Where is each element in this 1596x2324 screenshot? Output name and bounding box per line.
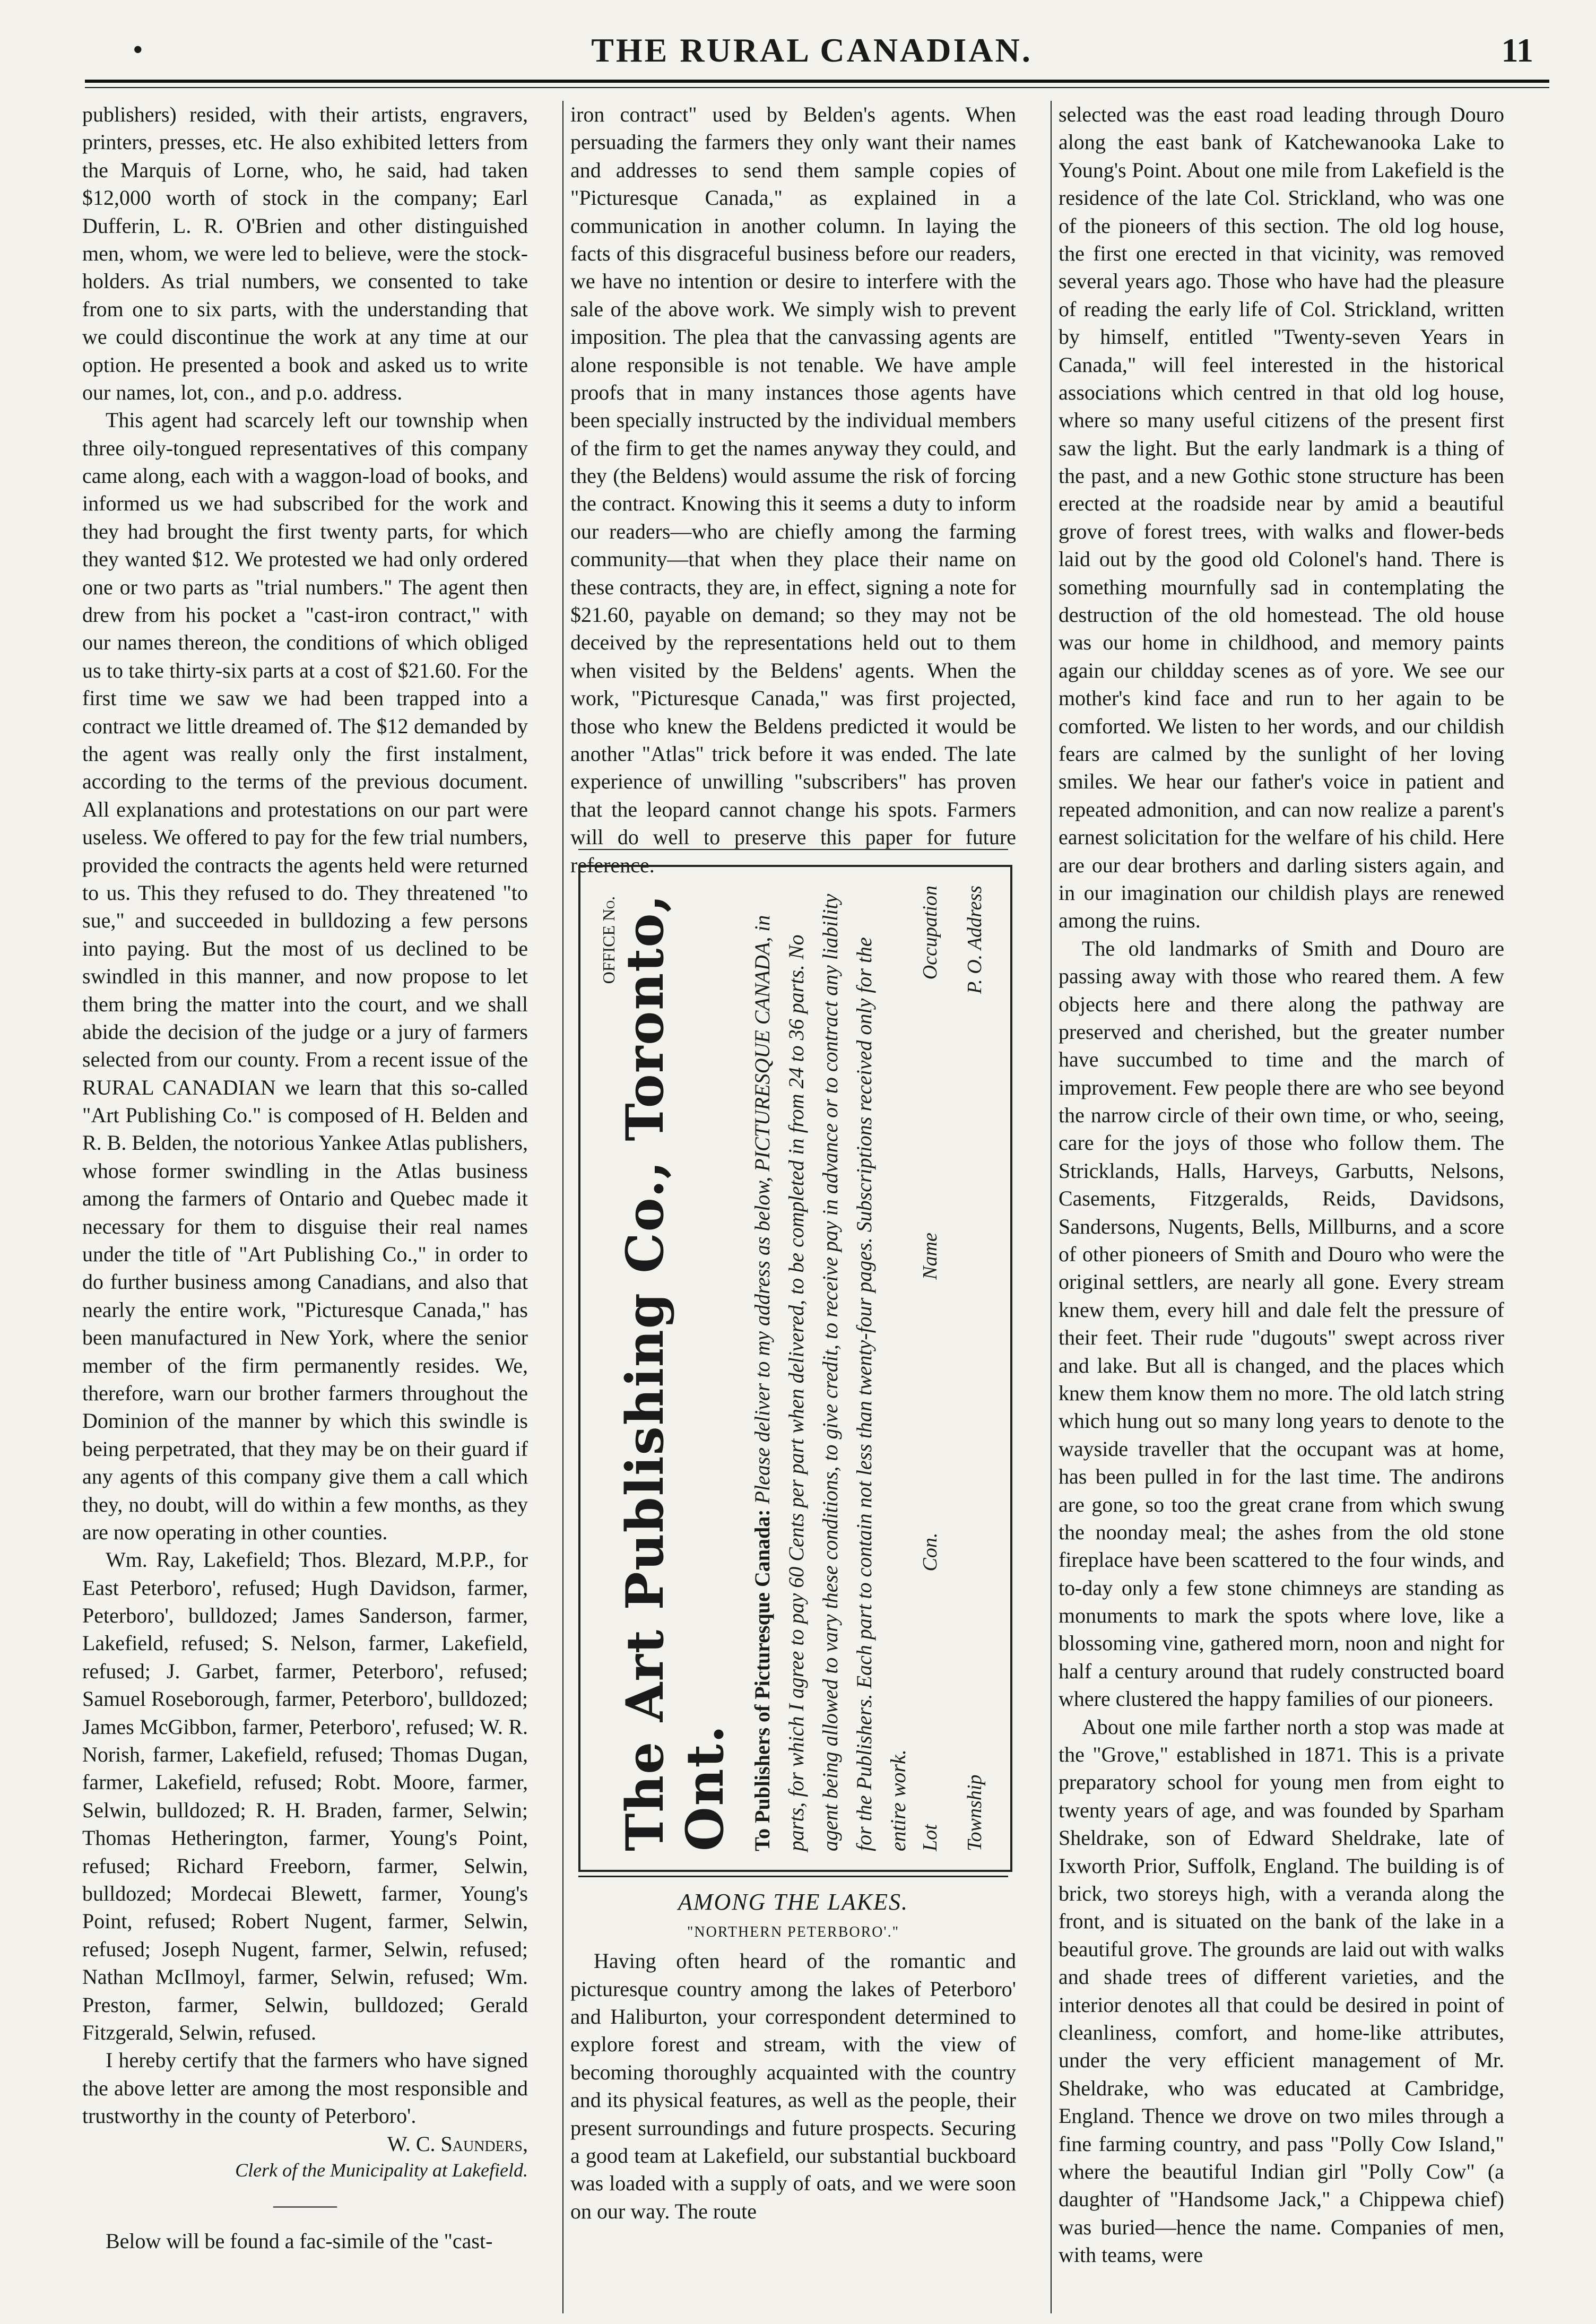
article-title: AMONG THE LAKES.: [678, 1889, 909, 1915]
article-among-the-lakes: [570, 1884, 1016, 2308]
column-1: [82, 101, 528, 2313]
contract-lead: To Publishers of Picturesque Canada:: [750, 1509, 774, 1851]
paragraph: This agent had scarcely left our township when three oily-tongued representatives of this company came along, each with a waggon-load of books, and informed us we had subscribed for the work and they had brought the first twenty parts, for which they wanted $12. We protested we had only ordered one or two parts as "trial numbers." The agent then drew from his pocket a "cast-iron contract," with our names thereon, the conditions of which obliged us to take thirty-six parts at a cost of $21.60. For the first time we saw we had been trapped into a contract we little dreamed of. The $12 demanded by the agent was really only the first instalment, according to the terms of the previous document. All explanations and protestations on our part were useless. We offered to pay for the few trial numbers, provided the contracts the agents held were returned to us. This they refused to do. They threatened "to sue," and succeeded in bulldozing a few persons into paying. But the most of us declined to be swindled in this manner, and now propose to let them bring the matter into the court, and we shall abide the decision of the judge or a jury of farmers selected from our county. From a recent issue of the RURAL CANADIAN we learn that this so-called "Art Publishing Co." is composed of H. Belden and R. B. Belden, the notorious Yankee Atlas publishers, whose former swindling in the Atlas business among the farmers of Ontario and Quebec made it necessary for them to disguise their real names under the title of "Art Publishing Co.," in order to do further business among Canadians, and also that nearly the entire work, "Picturesque Canada," has been manufactured in New York, where the senior member of the firm permanently resides. We, therefore, warn our brother farmers throughout the Dominion of the manner by which this swindle is being perpetrated, that they may be on their guard if any agents of this company give them a call which they, no doubt, will do within a few months, as they are now operating in other counties.: [82, 408, 528, 1544]
newspaper-title: THE RURAL CANADIAN.: [591, 31, 1033, 69]
paragraph: About one mile farther north a stop was made at the "Grove," established in 1871. This is a private preparatory school for young men from eight to twenty years of age, and was founded by Sparham Sheldrake, son of Edward Sheldrake, late of Ixworth Prior, Suffolk, England. The building is of brick, two storeys high, with a veranda along the front, and is situated on the bank of the lake in a beautiful grove. The grounds are laid out with walks and shade trees of different varieties, and the interior denotes all that could be desired in point of cleanliness, comfort, and home-like attributes, under the very efficient management of Mr. Sheldrake, who was educated at Cambridge, England. Thence we drove on two miles through a fine farming country, and pass "Polly Cow Island," where the beautiful Indian girl "Polly Cow" (a daughter of "Handsome Jack," a Chippewa chief) was buried—hence the name. Companies of men, with teams, were: [1059, 1714, 1504, 2267]
contract-terms: [745, 886, 915, 1851]
header-rule-thick: [85, 80, 1549, 83]
divider: [578, 1876, 1008, 1877]
field-con: Con.: [919, 1532, 941, 1572]
contract-fields: [897, 886, 986, 1851]
separator-dash: ———: [273, 2193, 337, 2217]
header-bullet: •: [133, 33, 143, 66]
facsimile-contract: [578, 865, 1012, 1872]
paragraph: selected was the east road leading through Douro along the east bank of Katchewanooka Lake to Young's Point. About one mile from Lakefield is the residence of the late Col. Strickland, who was one of the pioneers of this section. The old log house, the first one erected in that vicinity, was removed several years ago. Those who have had the pleasure of reading the early life of Col. Strickland, written by himself, entitled "Twenty-seven Years in Canada," will feel interested in the historical associations which centred in that old log house, where so many useful citizens of the present first saw the light. But the early landmark is a thing of the past, and a new Gothic stone structure has been erected at the roadside near by amid a beautiful grove of forest trees, with walks and flower-beds laid out by the good old Colonel's hand. There is something mournfully sad in contemplating the destruction of the old homestead. The old house was our home in childhood, and memory paints again our childday scenes as of yore. We see our mother's kind face and run to her again to be comforted. We listen to her words, and our childish fears are calmed by the sunlight of her loving smiles. We hear our father's voice in patient and repeated admonition, and can now realize a parent's earnest solicitation for the welfare of his child. Here are our dear brothers and darling sisters again, and in our imagination our childish plays are renewed among the ruins.: [1059, 102, 1504, 933]
field-address: P. O. Address: [964, 886, 986, 994]
facsimile-contract-body: [588, 875, 1002, 1862]
page-number: 11: [1501, 31, 1533, 69]
contract-text: Please deliver to my address as below, PICTURESQUE CANADA, in parts, for which I agree to pay 60 Cents per part when delivered, to be completed in from 24 to 36 parts. No agent being allowed to vary these conditions, to give credit, to receive pay in advance or to contract any liability for the Publishers. Each part to contain not less than twenty-four pages. Subscriptions received only for the entire work.: [750, 894, 910, 1851]
field-name: Name: [919, 1233, 941, 1280]
field-township: Township: [964, 1774, 986, 1851]
column-3: [1059, 101, 1504, 2313]
field-occupation: Occupation: [919, 886, 941, 980]
signatories-list: Wm. Ray, Lakefield; Thos. Blezard, M.P.P., for East Peterboro', refused; Hugh Davidson, farmer, Peterboro', bulldozed; James Sanderson, farmer, Lakefield, refused; S. Nelson, farmer, Lakefield, refused; J. Garbet, farmer, Peterboro', refused; Samuel Roseborough, farmer, Peterboro', bulldozed; James McGibbon, farmer, Peterboro', refused; W. R. Norish, farmer, Lakefield, refused; Thomas Dugan, farmer, Lakefield, refused; Robt. Moore, farmer, Selwin, bulldozed; R. H. Braden, farmer, Selwin; Thomas Hetherington, farmer, Young's Point, refused; Richard Freeborn, farmer, Selwin, bulldozed; Mordecai Blewett, farmer, Young's Point, refused; Robert Nugent, farmer, Selwin, refused; Joseph Nugent, farmer, Selwin, refused; Nathan McIlmoyl, farmer, Selwin, refused; Wm. Preston, farmer, Selwin, bulldozed; Gerald Fitzgerald, Selwin, refused.: [82, 1548, 528, 2044]
paragraph: The old landmarks of Smith and Douro are passing away with those who reared them. A few objects here and there along the pathway are preserved and cherished, but the greater number have succumbed to time and the march of improvement. Few people there are who see beyond the narrow circle of their own time, or who, seeing, care for the joys of those who follow them. The Stricklands, Halls, Harveys, Garbutts, Nelsons, Casements, Fitzgeralds, Reids, Davidsons, Sandersons, Nugents, Bells, Millburns, and a score of other pioneers of Smith and Douro who were the original settlers, are nearly all gone. Every stream knew them, every hill and dale felt the pressure of their feet. Their rude "dugouts" swept across river and lake. But all is changed, and the places which knew them know them no more. The old latch string which hung out so many long years to denote to the wayside traveller that the occupant was at home, has been pulled in for the last time. The andirons are gone, so too the great crane from which swung the noonday meal; the ashes from the old stone fireplace have been scattered to the four winds, and to-day only a few stone chimneys are standing as monuments to mark the spots where love, like a blossoming vine, gathered morn, noon and night for half a century around that rudely constructed board where clustered the happy families of our pioneers.: [1059, 936, 1504, 1711]
article-subtitle: "NORTHERN PETERBORO'.": [687, 1923, 899, 1940]
divider: [578, 849, 1008, 850]
signature: W. C. Saunders,: [387, 2131, 528, 2156]
column-2: [570, 101, 1016, 877]
paragraph: iron contract" used by Belden's agents. When persuading the farmers they only want their names and addresses to send them sample copies of "Picturesque Canada," as explained in a communication in another column. In laying the facts of this disgraceful business before our readers, we have no intention or desire to interfere with the sale of the above work. We simply wish to prevent imposition. The plea that the canvassing agents are alone responsible is not tenable. We have ample proofs that in many instances those agents have been specially instructed by the individual members of the firm to get the names anyway they could, and they (the Beldens) would assume the risk of forcing the contract. Knowing this it seems a duty to inform our readers—who are chiefly among the farming community—that when they place their name on these contracts, they are, in effect, signing a note for $21.60, payable on demand; so they may not be deceived by the representations held out to them when visited by the Beldens' agents. When the work, "Picturesque Canada," was first projected, those who knew the Beldens predicted it would be another "Atlas" trick before it was ended. The late experience of unwilling "subscribers" has proven that the leopard cannot change his spots. Farmers will do well to preserve this paper for future reference.: [570, 102, 1016, 877]
paragraph: publishers) resided, with their artists, engravers, printers, presses, etc. He also exhibited letters from the Marquis of Lorne, who, he said, had taken $12,000 worth of stock in the company; Earl Dufferin, L. R. O'Brien and other distinguished men, whom, we were led to believe, were the stock-holders. As trial numbers, we consented to take from one to six parts, with the understanding that we could discontinue the work at any time at our option. He presented a book and asked us to write our names, lot, con., and p.o. address.: [82, 102, 528, 404]
header-rule-thin: [85, 87, 1549, 88]
signature-title: Clerk of the Municipality at Lakefield.: [235, 2159, 528, 2181]
office-number-label: OFFICE No.: [599, 896, 618, 984]
page-header: [85, 21, 1539, 80]
field-lot: Lot: [919, 1824, 941, 1851]
certification: I hereby certify that the farmers who have signed the above letter are among the most responsible and trustworthy in the county of Peterboro'.: [82, 2048, 528, 2128]
paragraph: Having often heard of the romantic and picturesque country among the lakes of Peterboro' and Haliburton, your correspondent determined to explore forest and stream, with the view of becoming thoroughly acquainted with the country and its physical features, as well as the people, their present surroundings and future prospects. Securing a good team at Lakefield, our substantial buckboard was loaded with a supply of oats, and we were soon on our way. The route: [570, 1949, 1016, 2223]
contract-heading: The Art Publishing Co., Toronto, Ont.: [615, 894, 735, 1851]
column-divider: [1051, 101, 1052, 2313]
paragraph: Below will be found a fac-simile of the "cast-: [106, 2229, 493, 2253]
column-divider: [562, 101, 563, 2313]
